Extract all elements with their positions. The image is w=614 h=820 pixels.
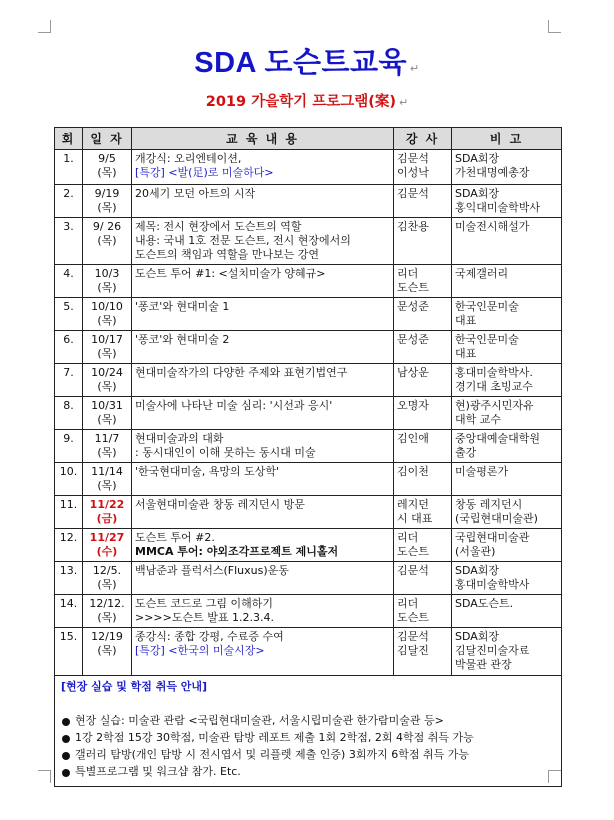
cell-date: 12/12. (목)	[83, 595, 132, 628]
content-line: [특강] <한국의 미술시장>	[135, 644, 265, 657]
header-no: 회	[55, 128, 83, 150]
cell-lecturer	[394, 496, 452, 529]
cell-no: 15.	[55, 628, 83, 676]
table-row	[55, 595, 562, 628]
content-line: '퐁코'와 현대미술 2	[135, 333, 230, 346]
content-line: 종강식: 종합 강평, 수료증 수여	[135, 630, 284, 643]
content-line: >>>>도슨트 발표 1.2.3.4.	[135, 611, 274, 624]
content-line: 미술사에 나타난 미술 심리: '시선과 응시'	[135, 399, 333, 412]
cell-lecturer	[394, 265, 452, 298]
cell-note	[452, 185, 562, 218]
table-row	[55, 265, 562, 298]
content-line: 도슨트의 책임과 역할을 만나보는 강연	[135, 248, 320, 261]
cell-note	[452, 364, 562, 397]
cell-no: 1.	[55, 150, 83, 185]
note-line: 현)광주시민자유	[455, 399, 534, 412]
note-line: 창동 레지던시	[455, 498, 523, 511]
note-line: 김달진미술자료	[455, 644, 530, 657]
note-line: 출강	[455, 446, 477, 459]
notes-row	[55, 676, 562, 787]
note-line: 한국인문미술	[455, 333, 519, 346]
cell-lecturer	[394, 463, 452, 496]
cell-lecturer	[394, 529, 452, 562]
table-row	[55, 529, 562, 562]
cell-content	[132, 496, 394, 529]
cell-no: 3.	[55, 218, 83, 265]
table-row	[55, 496, 562, 529]
content-line: '퐁코'와 현대미술 1	[135, 300, 230, 313]
cell-no: 10.	[55, 463, 83, 496]
table-row	[55, 150, 562, 185]
content-line: MMCA 투어: 야외조각프로젝트 제니홀저	[135, 545, 339, 558]
note-line: SDA회장	[455, 564, 500, 577]
cell-no: 9.	[55, 430, 83, 463]
note-line: 대표	[455, 347, 477, 360]
cell-date: 10/17 (목)	[83, 331, 132, 364]
lecturer-line: 김달진	[397, 644, 429, 657]
note-line: 미술평론가	[455, 465, 509, 478]
cell-lecturer	[394, 298, 452, 331]
header-content: 교 육 내 용	[132, 128, 394, 150]
lecturer-line: 김문석	[397, 152, 429, 165]
cell-note	[452, 265, 562, 298]
lecturer-line: 리더	[397, 531, 419, 544]
cell-no: 11.	[55, 496, 83, 529]
cell-date: 11/22 (금)	[83, 496, 132, 529]
cell-date: 11/14 (목)	[83, 463, 132, 496]
table-row	[55, 463, 562, 496]
cell-date: 10/24 (목)	[83, 364, 132, 397]
crop-mark-top-left	[38, 20, 51, 33]
lecturer-line: 도슨트	[397, 611, 429, 624]
lecturer-line: 남상운	[397, 366, 429, 379]
lecturer-line: 도슨트	[397, 545, 429, 558]
content-line: 백남준과 플럭서스(Fluxus)운동	[135, 564, 289, 577]
schedule-body	[55, 150, 562, 676]
cell-no: 4.	[55, 265, 83, 298]
header-date: 일 자	[83, 128, 132, 150]
note-line: 가천대명예총장	[455, 166, 530, 179]
cell-content	[132, 364, 394, 397]
lecturer-line: 김인애	[397, 432, 429, 445]
content-line: 개강식: 오리엔테이션,	[135, 152, 242, 165]
table-row	[55, 218, 562, 265]
paragraph-mark: ↵	[399, 96, 409, 109]
lecturer-line: 김이천	[397, 465, 429, 478]
note-line: 한국인문미술	[455, 300, 519, 313]
cell-note	[452, 430, 562, 463]
cell-no: 6.	[55, 331, 83, 364]
note-line: SDA회장	[455, 630, 500, 643]
note-line: 홍대미술학박사	[455, 578, 530, 591]
notes-list	[61, 714, 555, 779]
cell-date: 11/7 (목)	[83, 430, 132, 463]
lecturer-line: 김문석	[397, 630, 429, 643]
paragraph-mark: ↵	[410, 63, 420, 75]
cell-no: 5.	[55, 298, 83, 331]
note-line: 중앙대예술대학원	[455, 432, 541, 445]
note-line: 국립현대미술관	[455, 531, 530, 544]
cell-lecturer	[394, 430, 452, 463]
lecturer-line: 김문석	[397, 564, 429, 577]
header-note: 비 고	[452, 128, 562, 150]
cell-no: 7.	[55, 364, 83, 397]
note-line: SDA회장	[455, 187, 500, 200]
content-line: 현대미술과의 대화	[135, 432, 224, 445]
table-row	[55, 397, 562, 430]
notes-item: 특별프로그램 및 워크샵 참가. Etc.	[61, 765, 555, 779]
lecturer-line: 리더	[397, 267, 419, 280]
content-line: 내용: 국내 1호 전문 도슨트, 전시 현장에서의	[135, 234, 351, 247]
cell-content	[132, 331, 394, 364]
table-row	[55, 562, 562, 595]
note-line: 홍대미술학박사.	[455, 366, 533, 379]
cell-date: 9/19 (목)	[83, 185, 132, 218]
lecturer-line: 리더	[397, 597, 419, 610]
cell-lecturer	[394, 331, 452, 364]
cell-content	[132, 529, 394, 562]
content-line: 도슨트 투어 #1: <설치미술가 양혜규>	[135, 267, 326, 280]
cell-content	[132, 185, 394, 218]
cell-lecturer	[394, 364, 452, 397]
cell-date: 10/10 (목)	[83, 298, 132, 331]
content-line: '한국현대미술, 욕망의 도상학'	[135, 465, 280, 478]
cell-date: 12/19 (목)	[83, 628, 132, 676]
content-line: 현대미술작가의 다양한 주제와 표현기법연구	[135, 366, 348, 379]
cell-content	[132, 265, 394, 298]
notes-heading: [현장 실습 및 학점 취득 안내]	[61, 680, 208, 693]
notes-item: 1강 2학점 15강 30학점, 미술관 탐방 레포트 제출 1회 2학점, 2회 4학점 취득 가능	[61, 731, 555, 745]
note-line: 박물관 관장	[455, 658, 512, 671]
cell-content	[132, 628, 394, 676]
cell-content	[132, 463, 394, 496]
cell-content	[132, 298, 394, 331]
cell-note	[452, 529, 562, 562]
content-line: [특강] <발(足)로 미술하다>	[135, 166, 274, 179]
cell-no: 14.	[55, 595, 83, 628]
cell-content	[132, 562, 394, 595]
table-row	[55, 430, 562, 463]
table-header-row	[55, 128, 562, 150]
cell-note	[452, 397, 562, 430]
cell-no: 2.	[55, 185, 83, 218]
cell-lecturer	[394, 397, 452, 430]
lecturer-line: 문성준	[397, 300, 429, 313]
table-row	[55, 298, 562, 331]
cell-date: 10/3 (목)	[83, 265, 132, 298]
cell-content	[132, 397, 394, 430]
cell-note	[452, 150, 562, 185]
cell-lecturer	[394, 185, 452, 218]
content-line: 20세기 모던 아트의 시작	[135, 187, 256, 200]
note-line: 대표	[455, 314, 477, 327]
document-title	[0, 40, 614, 81]
cell-date: 12/5. (목)	[83, 562, 132, 595]
cell-content	[132, 218, 394, 265]
lecturer-line: 김찬용	[397, 220, 429, 233]
document-subtitle	[0, 90, 614, 111]
cell-date: 10/31 (목)	[83, 397, 132, 430]
lecturer-line: 이성낙	[397, 166, 429, 179]
content-line: 제목: 전시 현장에서 도슨트의 역할	[135, 220, 302, 233]
cell-date: 11/27 (수)	[83, 529, 132, 562]
cell-note	[452, 628, 562, 676]
cell-note	[452, 331, 562, 364]
lecturer-line: 문성준	[397, 333, 429, 346]
cell-note	[452, 298, 562, 331]
table-row	[55, 628, 562, 676]
table-row	[55, 364, 562, 397]
subtitle-text: 2019 가을학기 프로그램(案)	[205, 94, 397, 110]
cell-note	[452, 595, 562, 628]
lecturer-line: 레지던	[397, 498, 429, 511]
cell-content	[132, 595, 394, 628]
cell-lecturer	[394, 150, 452, 185]
note-line: SDA회장	[455, 152, 500, 165]
content-line: 도슨트 투어 #2.	[135, 531, 215, 544]
cell-note	[452, 496, 562, 529]
notes-cell	[55, 676, 562, 787]
cell-lecturer	[394, 218, 452, 265]
header-lecturer: 강 사	[394, 128, 452, 150]
cell-note	[452, 562, 562, 595]
cell-no: 12.	[55, 529, 83, 562]
note-line: (국립현대미술관)	[455, 512, 538, 525]
note-line: (서울관)	[455, 545, 496, 558]
table-row	[55, 185, 562, 218]
cell-content	[132, 150, 394, 185]
cell-lecturer	[394, 562, 452, 595]
cell-content	[132, 430, 394, 463]
lecturer-line: 시 대표	[397, 512, 433, 525]
crop-mark-bottom-left	[38, 770, 51, 783]
table-row	[55, 331, 562, 364]
content-line: : 동시대인이 이해 못하는 동시대 미술	[135, 446, 316, 459]
content-line: 도슨트 코드로 그림 이해하기	[135, 597, 274, 610]
notes-item: 현장 실습: 미술관 관람 <국립현대미술관, 서울시립미술관 한가람미술관 등>	[61, 714, 555, 728]
note-line: 국제갤러리	[455, 267, 509, 280]
cell-lecturer	[394, 595, 452, 628]
lecturer-line: 도슨트	[397, 281, 429, 294]
note-line: SDA도슨트.	[455, 597, 514, 610]
lecturer-line: 김문석	[397, 187, 429, 200]
note-line: 경기대 초빙교수	[455, 380, 533, 393]
crop-mark-top-right	[548, 20, 561, 33]
notes-item: 갤러리 탐방(개인 탐방 시 전시엽서 및 리플렛 제출 인증) 3회까지 6학점 취득 가능	[61, 748, 555, 762]
title-text: SDA 도슨트교육	[194, 47, 408, 79]
cell-no: 8.	[55, 397, 83, 430]
cell-date: 9/5 (목)	[83, 150, 132, 185]
cell-note	[452, 218, 562, 265]
lecturer-line: 오명자	[397, 399, 429, 412]
cell-no: 13.	[55, 562, 83, 595]
content-line: 서울현대미술관 창동 레지던시 방문	[135, 498, 305, 511]
cell-note	[452, 463, 562, 496]
note-line: 미술전시해설가	[455, 220, 530, 233]
note-line: 홍익대미술학박사	[455, 201, 541, 214]
schedule-table	[54, 127, 562, 787]
note-line: 대학 교수	[455, 413, 502, 426]
cell-date: 9/ 26 (목)	[83, 218, 132, 265]
cell-lecturer	[394, 628, 452, 676]
